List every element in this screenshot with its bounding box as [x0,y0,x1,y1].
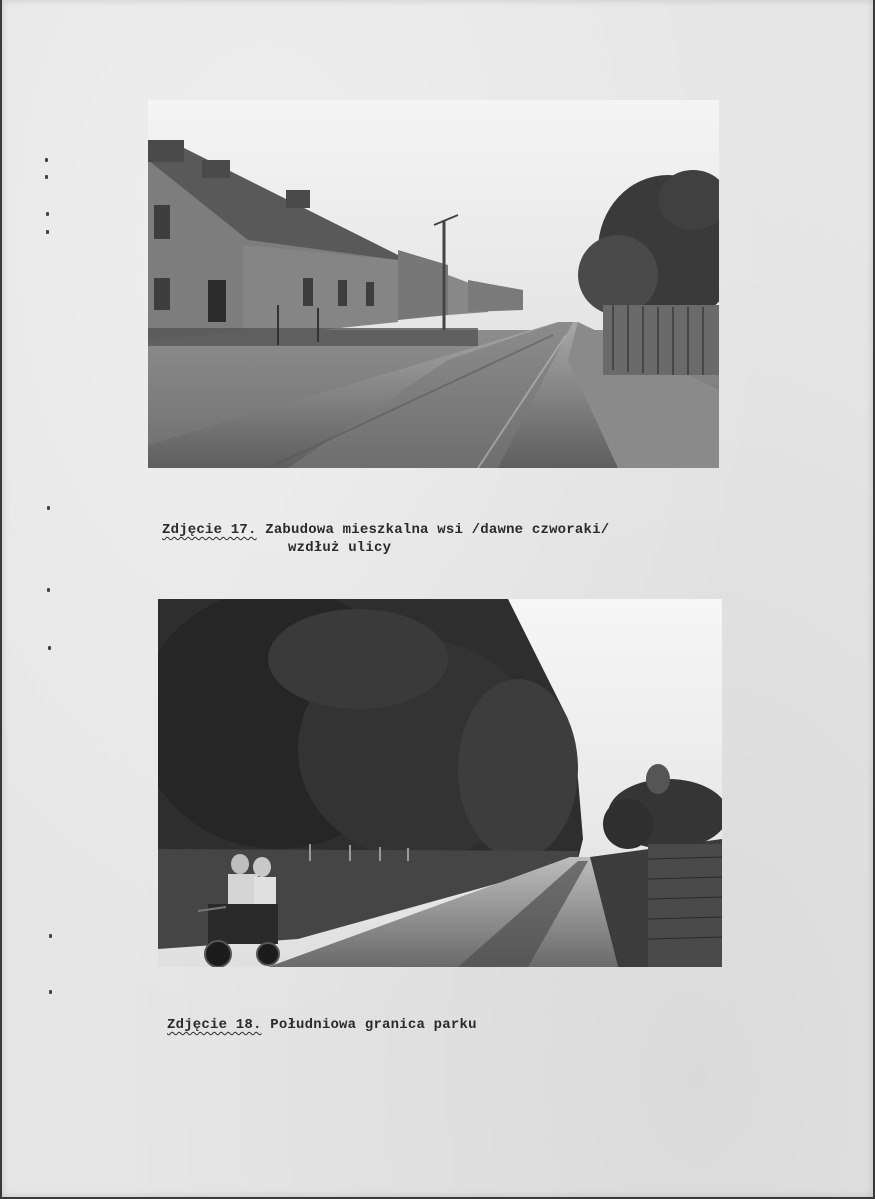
punch-mark [47,506,50,510]
caption-text: wzdłuż ulicy [288,540,392,556]
punch-mark [49,934,52,938]
photo-caption-continuation [288,540,391,557]
punch-mark [48,646,51,650]
photo-caption [162,522,609,539]
punch-mark [49,990,52,994]
punch-mark [46,212,49,216]
caption-text: Południowa granica parku [270,1017,477,1033]
document-page [2,0,873,1197]
punch-mark [45,175,48,179]
caption-reference: Zdjęcie 18. [167,1017,262,1033]
punch-mark [47,588,50,592]
photo-village-street [148,100,719,468]
punch-mark [46,230,49,234]
photo-park-boundary [158,599,722,967]
caption-reference: Zdjęcie 17. [162,522,257,538]
punch-mark [45,158,48,162]
photo-caption [167,1017,477,1034]
caption-text: Zabudowa mieszkalna wsi /dawne czworaki/ [265,522,610,538]
